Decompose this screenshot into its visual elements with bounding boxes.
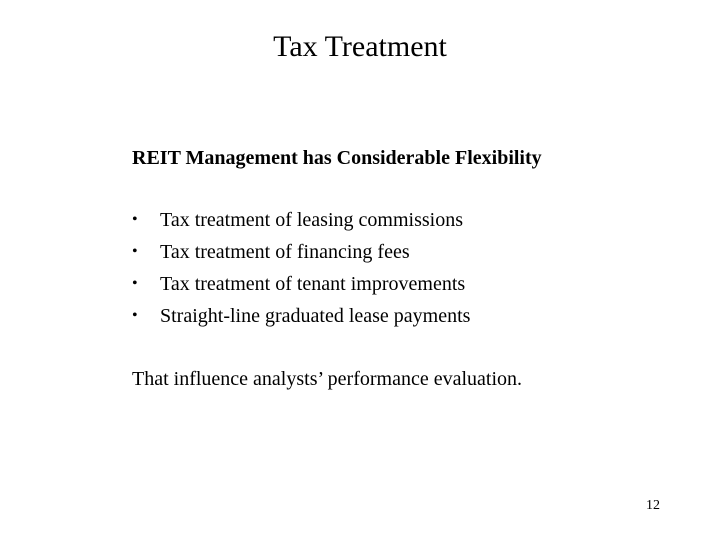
slide-subtitle: REIT Management has Considerable Flexibility: [132, 147, 542, 169]
page-number: 12: [646, 498, 660, 513]
bullet-text: Tax treatment of tenant improvements: [160, 273, 466, 295]
bullet-list: [132, 204, 470, 332]
bullet-marker: •: [132, 243, 138, 260]
bullet-item: [132, 236, 470, 268]
closing-statement: That influence analysts’ performance evaluation.: [132, 368, 523, 390]
bullet-text: Tax treatment of financing fees: [160, 241, 410, 263]
bullet-marker: •: [132, 307, 138, 324]
bullet-item: [132, 268, 470, 300]
bullet-marker: •: [132, 275, 138, 292]
bullet-text: Straight-line graduated lease payments: [160, 305, 471, 327]
bullet-marker: •: [132, 211, 138, 228]
bullet-item: [132, 300, 470, 332]
slide-title: Tax Treatment: [273, 30, 447, 63]
bullet-item: [132, 204, 470, 236]
bullet-text: Tax treatment of leasing commissions: [160, 209, 463, 231]
